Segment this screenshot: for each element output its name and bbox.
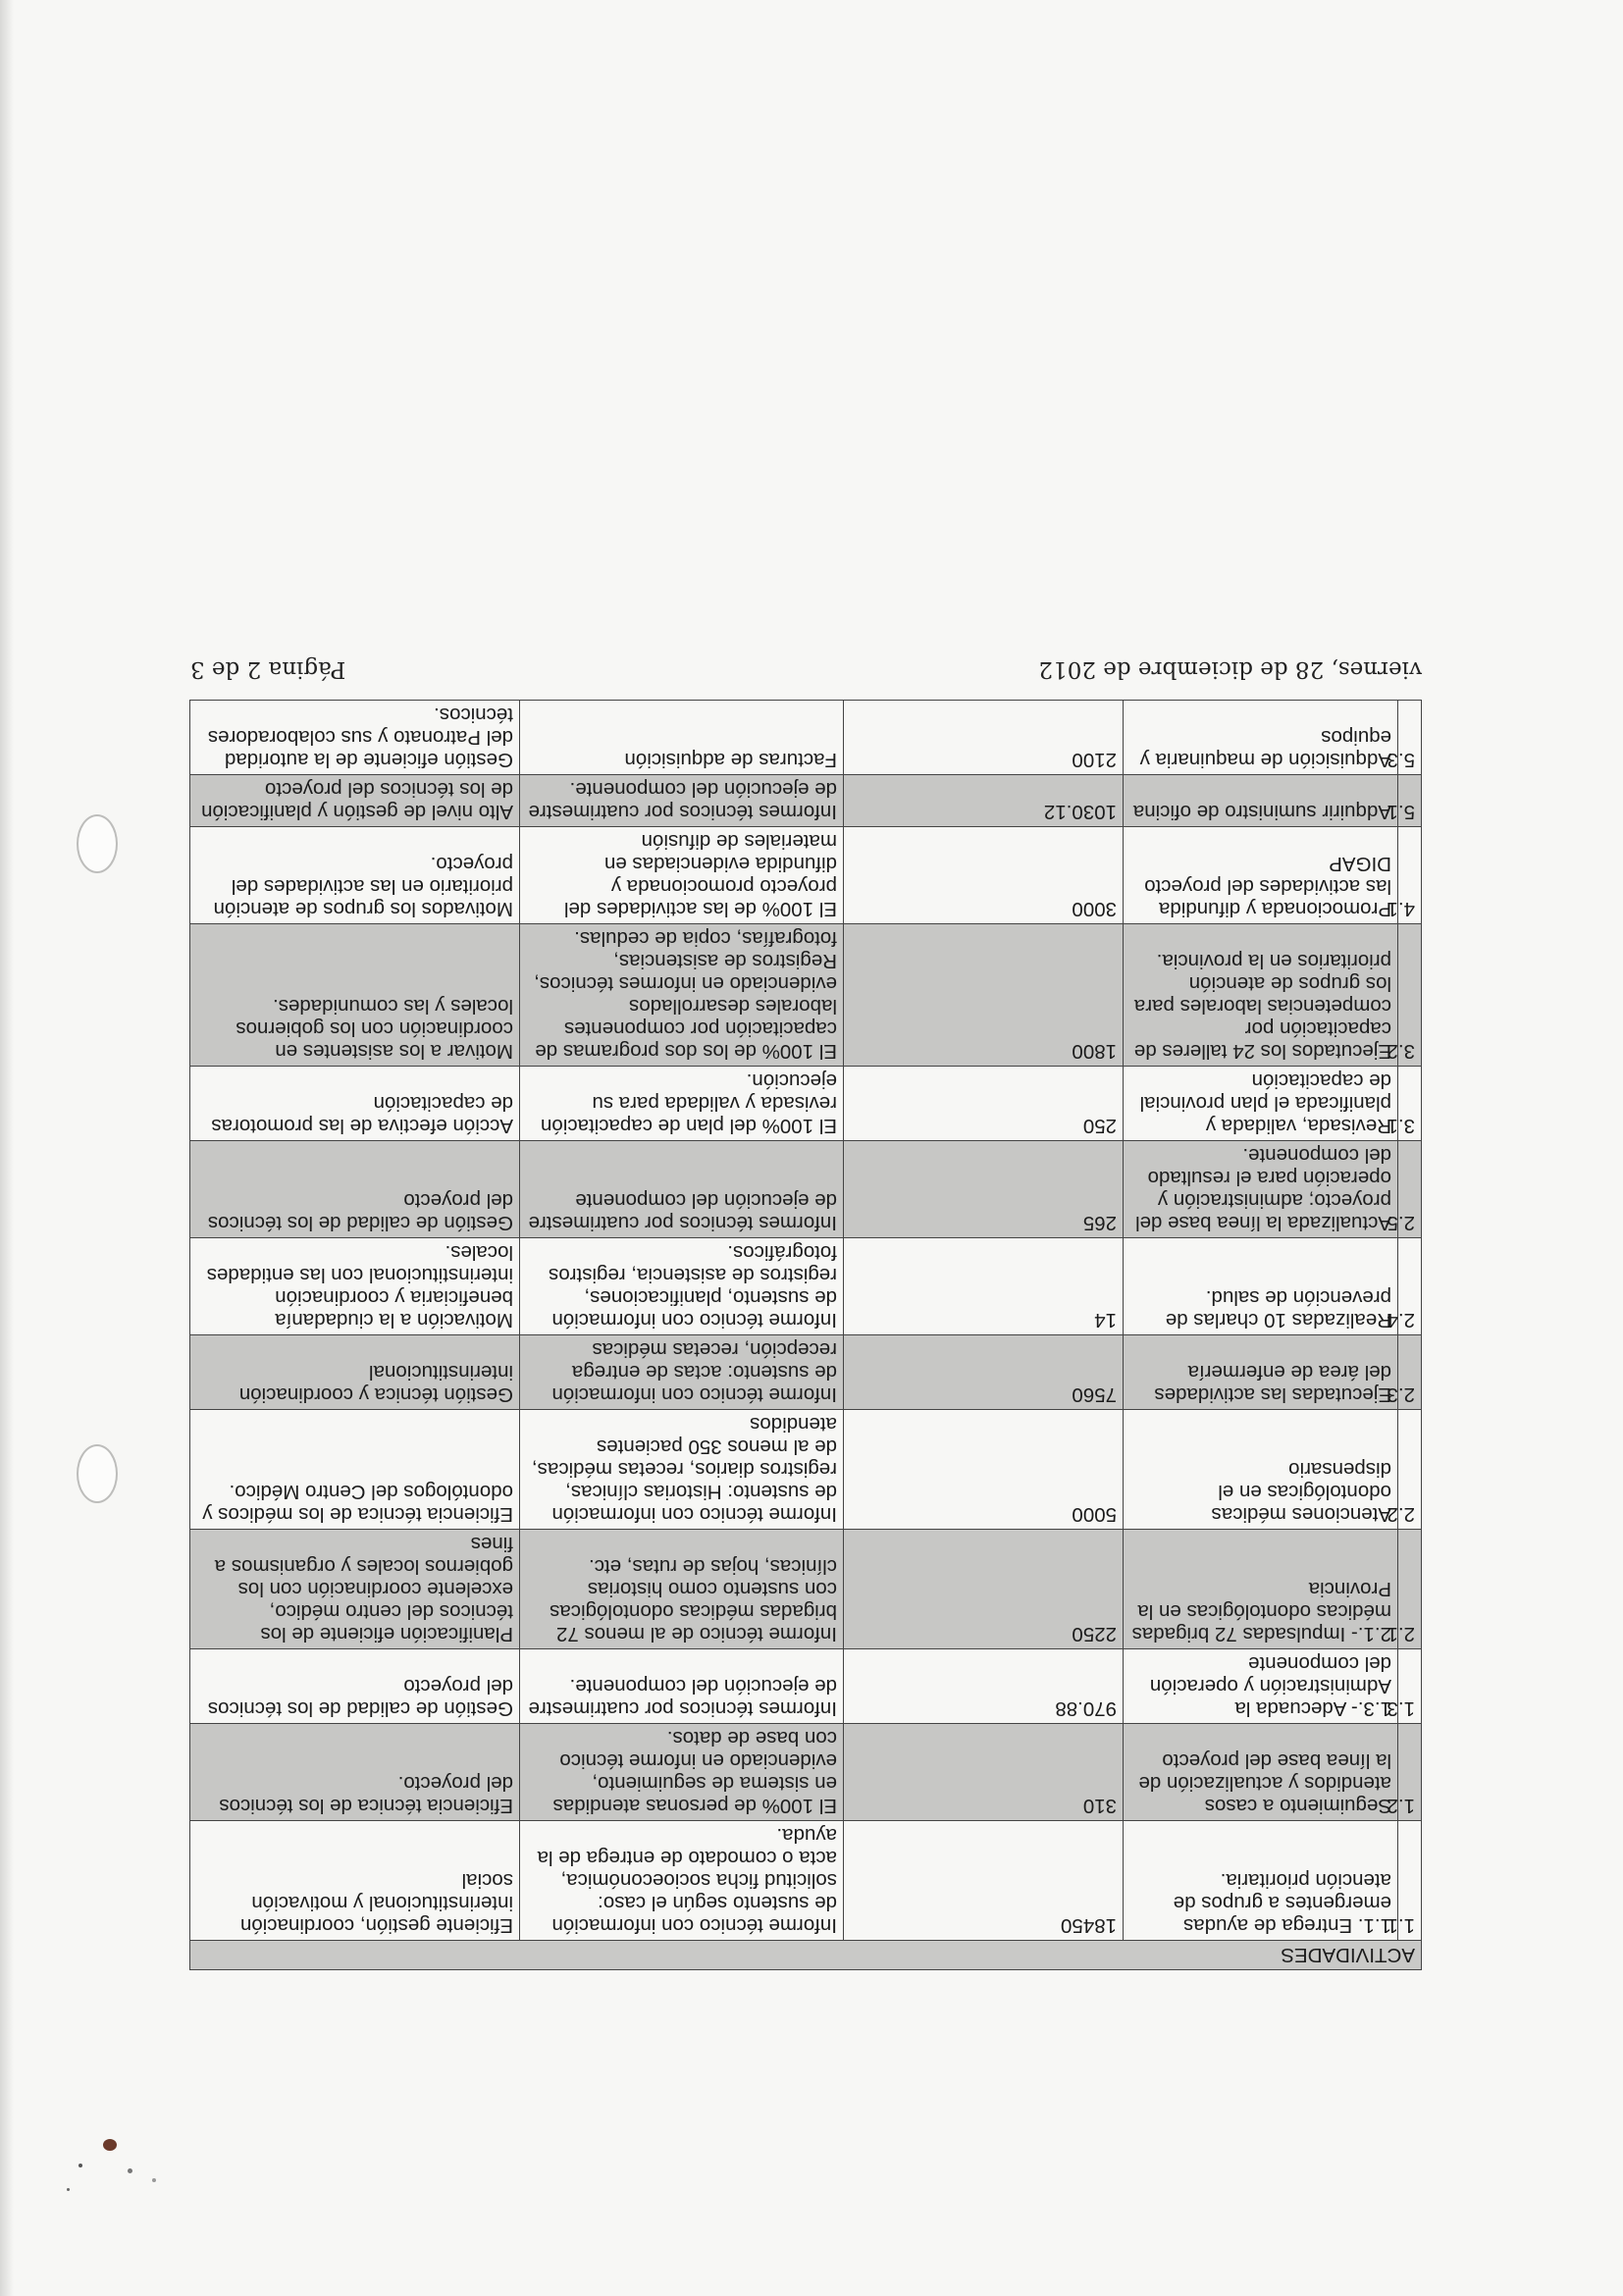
table-row — [189, 1410, 1421, 1530]
assumption-cell: Eficiencia técnica de los técnicos del proyecto. — [189, 1724, 519, 1821]
activity-cell: Promocionada y difundida las actividades del proyecto DIGAP — [1124, 827, 1398, 924]
activity-cell: 2.1.- Impulsadas 72 brigadas médicas odontológicas en la Provincia — [1124, 1530, 1398, 1649]
assumption-cell: Gestión de calidad de los técnicos del proyecto — [189, 1649, 519, 1724]
amount-cell: 2100 — [844, 701, 1124, 775]
activities-table — [189, 700, 1422, 1970]
assumption-cell: Gestión eficiente de la autoridad del Patronato y sus colaboradores técnicos. — [189, 701, 519, 775]
row-number: 5.3 — [1398, 701, 1422, 775]
verification-cell: Informe técnico con información de sustento según el caso: solicitud ficha socioeconómica, acta o comodato de entrega de la ayuda. — [520, 1821, 844, 1941]
row-number: 2.2 — [1398, 1410, 1422, 1530]
row-number: 2.1 — [1398, 1530, 1422, 1649]
row-number: 3.2 — [1398, 924, 1422, 1067]
row-number: 2.4 — [1398, 1238, 1422, 1335]
activity-cell: Ejecutadas las actividades del área de enfermería — [1124, 1335, 1398, 1410]
document-body — [190, 656, 1422, 1970]
table-row — [189, 827, 1421, 924]
row-number: 2.5 — [1398, 1141, 1422, 1238]
assumption-cell: Alto nivel de gestión y planificación de los técnicos del proyecto — [189, 775, 519, 827]
table-row — [189, 1724, 1421, 1821]
row-number: 1.3 — [1398, 1649, 1422, 1724]
activity-cell: 1.3.- Adecuada la Administración y operación del componente — [1124, 1649, 1398, 1724]
activity-cell: Revisada, validada y planificada el plan provincial de capacitación — [1124, 1067, 1398, 1141]
table-row — [189, 924, 1421, 1067]
amount-cell: 265 — [844, 1141, 1124, 1238]
verification-cell: Facturas de adquisición — [520, 701, 844, 775]
amount-cell: 2250 — [844, 1530, 1124, 1649]
amount-cell: 310 — [844, 1724, 1124, 1821]
row-number: 3.1 — [1398, 1067, 1422, 1141]
paper-speck-marks — [59, 2134, 177, 2232]
activity-cell: Adquisición de maquinaria y equipos — [1124, 701, 1398, 775]
amount-cell: 7560 — [844, 1335, 1124, 1410]
table-row — [189, 1821, 1421, 1941]
verification-cell: Informe técnico con información de sustento: actas de entrega recepción, recetas médicas — [520, 1335, 844, 1410]
activity-cell: Adquirir suministro de oficina — [1124, 775, 1398, 827]
table-row — [189, 1530, 1421, 1649]
table-row — [189, 1649, 1421, 1724]
table-row — [189, 701, 1421, 775]
table-row — [189, 1335, 1421, 1410]
verification-cell: Informe técnico de al menos 72 brigadas médicas odontológicas con sustento como historias clínicas, hojas de rutas, etc. — [520, 1530, 844, 1649]
amount-cell: 18450 — [844, 1821, 1124, 1941]
verification-cell: El 100% de los dos programas de capacitación por componentes laborales desarrollados evidenciado en informes técnicos, Registros de asistencias, fotografías, copia de cedulas. — [520, 924, 844, 1067]
page-footer — [190, 656, 1422, 682]
row-number: 4.1 — [1398, 827, 1422, 924]
assumption-cell: Gestión de calidad de los técnicos del proyecto — [189, 1141, 519, 1238]
footer-page-number: Página 2 de 3 — [190, 656, 346, 682]
assumption-cell: Acción efectiva de las promotoras de capacitación — [189, 1067, 519, 1141]
activity-cell: Seguimiento a casos atendidos y actualización de la línea base del proyecto — [1124, 1724, 1398, 1821]
amount-cell: 14 — [844, 1238, 1124, 1335]
binder-hole-icon — [77, 1444, 118, 1503]
verification-cell: Informe técnico con información de sustento, planificaciones, registros de asistencia, registros fotográficos. — [520, 1238, 844, 1335]
table-row — [189, 1238, 1421, 1335]
table-row — [189, 775, 1421, 827]
amount-cell: 970.88 — [844, 1649, 1124, 1724]
verification-cell: El 100% del plan de capacitación revisada y validada para su ejecución. — [520, 1067, 844, 1141]
assumption-cell: Motivar a los asistentes en coordinación con los gobiernos locales y las comunidades. — [189, 924, 519, 1067]
activity-cell: Ejecutados los 24 talleres de capacitación por competencias laborales para los grupos de atención prioritarios en la provincia. — [1124, 924, 1398, 1067]
assumption-cell: Eficiente gestión, coordinación interinstitucional y motivación social — [189, 1821, 519, 1941]
amount-cell: 5000 — [844, 1410, 1124, 1530]
activity-cell: Actualizada la línea base del proyecto; administración y operación para el resultado del componente. — [1124, 1141, 1398, 1238]
verification-cell: El 100% de las actividades del proyecto promocionada y difundida evidenciadas en materiales de difusión — [520, 827, 844, 924]
activity-cell: Realizadas 10 charlas de prevención de salud. — [1124, 1238, 1398, 1335]
activity-cell: 1.1. Entrega de ayudas emergentes a grupos de atención prioritaria. — [1124, 1821, 1398, 1941]
amount-cell: 1800 — [844, 924, 1124, 1067]
footer-date: viernes, 28 de diciembre de 2012 — [1038, 656, 1422, 682]
assumption-cell: Motivados los grupos de atención prioritario en las actividades del proyecto. — [189, 827, 519, 924]
assumption-cell: Eficiencia técnica de los médicos y odontólogos del Centro Médico. — [189, 1410, 519, 1530]
assumption-cell: Planificación eficiente de los técnicos del centro médico, excelente coordinación con los gobiernos locales y organismos a fines — [189, 1530, 519, 1649]
row-number: 1.2 — [1398, 1724, 1422, 1821]
verification-cell: El 100% de personas atendidas en sistema de seguimiento, evidenciado en informe técnico con base de datos. — [520, 1724, 844, 1821]
amount-cell: 1030.12 — [844, 775, 1124, 827]
assumption-cell: Gestión técnica y coordinación interinstitucional — [189, 1335, 519, 1410]
verification-cell: Informes técnicos por cuatrimestre de ejecución del componente. — [520, 1649, 844, 1724]
amount-cell: 3000 — [844, 827, 1124, 924]
table-row — [189, 1141, 1421, 1238]
verification-cell: Informes técnicos por cuatrimestre de ejecución del componente. — [520, 775, 844, 827]
assumption-cell: Motivación a la ciudadanía beneficiaria y coordinación interinstitucional con las entidades locales. — [189, 1238, 519, 1335]
table-row — [189, 1067, 1421, 1141]
row-number: 5.1 — [1398, 775, 1422, 827]
activities-heading: ACTIVIDADES — [189, 1941, 1421, 1970]
row-number: 1.1 — [1398, 1821, 1422, 1941]
binder-hole-icon — [77, 814, 118, 873]
activity-cell: Atenciones médicas odontológicas en el dispensario — [1124, 1410, 1398, 1530]
amount-cell: 250 — [844, 1067, 1124, 1141]
verification-cell: Informes técnicos por cuatrimestre de ejecución del componente — [520, 1141, 844, 1238]
verification-cell: Informe técnico con información de sustento: Historias clínicas, registros diarios, recetas médicas, de al menos 350 pacientes atendidos — [520, 1410, 844, 1530]
row-number: 2.3 — [1398, 1335, 1422, 1410]
table-heading-row — [189, 1941, 1421, 1970]
